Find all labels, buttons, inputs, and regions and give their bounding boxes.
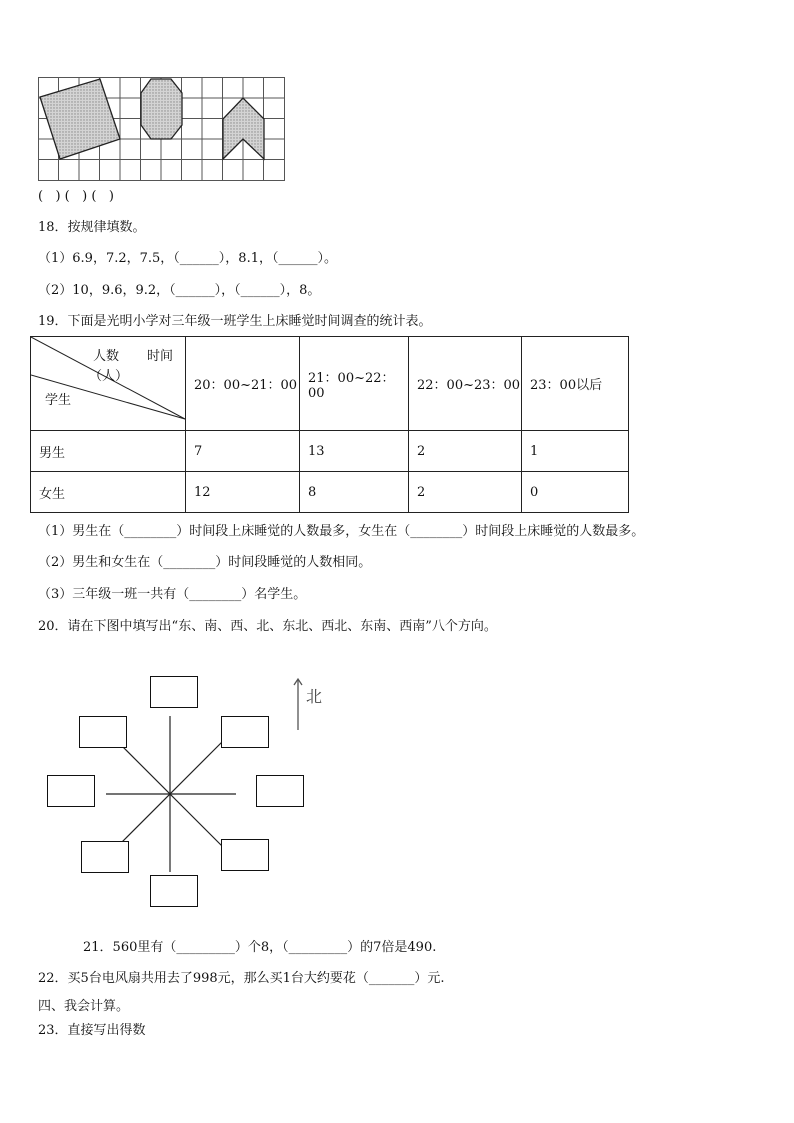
header-people: 人数 [93, 349, 120, 364]
section-4-heading: 四、我会计算。 [38, 999, 130, 1014]
table-cell: 7 [186, 431, 300, 472]
table-cell: 1 [522, 431, 629, 472]
table-cell: 12 [186, 472, 300, 513]
north-indicator [292, 676, 323, 736]
diagonal-header-cell [31, 337, 186, 431]
column-header: 21：00~22：00 [300, 337, 409, 431]
q20-title: 20．请在下图中填写出“东、南、西、北、东北、西北、东南、西南”八个方向。 [38, 619, 497, 634]
q21-text: 21．560里有（_________）个8，（_________）的7倍是490. [83, 940, 437, 955]
q17-answer-blanks: ( ) ( ) ( ) [38, 189, 114, 204]
q19-title: 19．下面是光明小学对三年级一班学生上床睡觉时间调查的统计表。 [38, 314, 432, 329]
octagon-shape [141, 79, 182, 139]
column-header: 22：00~23：00 [409, 337, 522, 431]
q18-line1: （1）6.9，7.2，7.5，（______），8.1，（______）。 [38, 251, 337, 266]
header-time: 时间 [147, 349, 174, 364]
q19-sub2: （2）男生和女生在（________）时间段睡觉的人数相同。 [38, 555, 372, 570]
table-cell: 8 [300, 472, 409, 513]
table-header-row [31, 337, 629, 431]
q19-sub3: （3）三年级一班一共有（________）名学生。 [38, 587, 307, 602]
tilted-square-shape [40, 79, 120, 159]
direction-box-southwest[interactable] [81, 841, 129, 873]
header-students: 学生 [45, 393, 72, 408]
table-row [31, 431, 629, 472]
q18-line2: （2）10，9.6，9.2，（______），（______），8。 [38, 283, 321, 298]
direction-box-northwest[interactable] [79, 716, 127, 748]
direction-box-south[interactable] [150, 875, 198, 907]
north-arrow-icon [292, 676, 304, 732]
row-label: 女生 [31, 472, 186, 513]
header-unit: （人） [89, 369, 129, 384]
direction-box-northeast[interactable] [221, 716, 269, 748]
q22-text: 22．买5台电风扇共用去了998元，那么买1台大约要花（_______）元. [38, 971, 445, 986]
q18-title: 18．按规律填数。 [38, 220, 146, 235]
column-header: 23：00以后 [522, 337, 629, 431]
table-cell: 13 [300, 431, 409, 472]
shape-grid-figure [38, 77, 288, 191]
bedtime-stats-table [30, 336, 629, 513]
table-cell: 2 [409, 431, 522, 472]
direction-box-west[interactable] [47, 775, 95, 807]
table-cell: 2 [409, 472, 522, 513]
table-cell: 0 [522, 472, 629, 513]
column-header: 20：00~21：00 [186, 337, 300, 431]
q23-text: 23．直接写出得数 [38, 1023, 146, 1038]
row-label: 男生 [31, 431, 186, 472]
north-label: 北 [306, 687, 323, 706]
direction-box-southeast[interactable] [221, 839, 269, 871]
direction-box-north[interactable] [150, 676, 198, 708]
table-row [31, 472, 629, 513]
q19-sub1: （1）男生在（________）时间段上床睡觉的人数最多，女生在（________）时间段上床睡觉的人数最多。 [38, 524, 645, 539]
direction-box-east[interactable] [256, 775, 304, 807]
